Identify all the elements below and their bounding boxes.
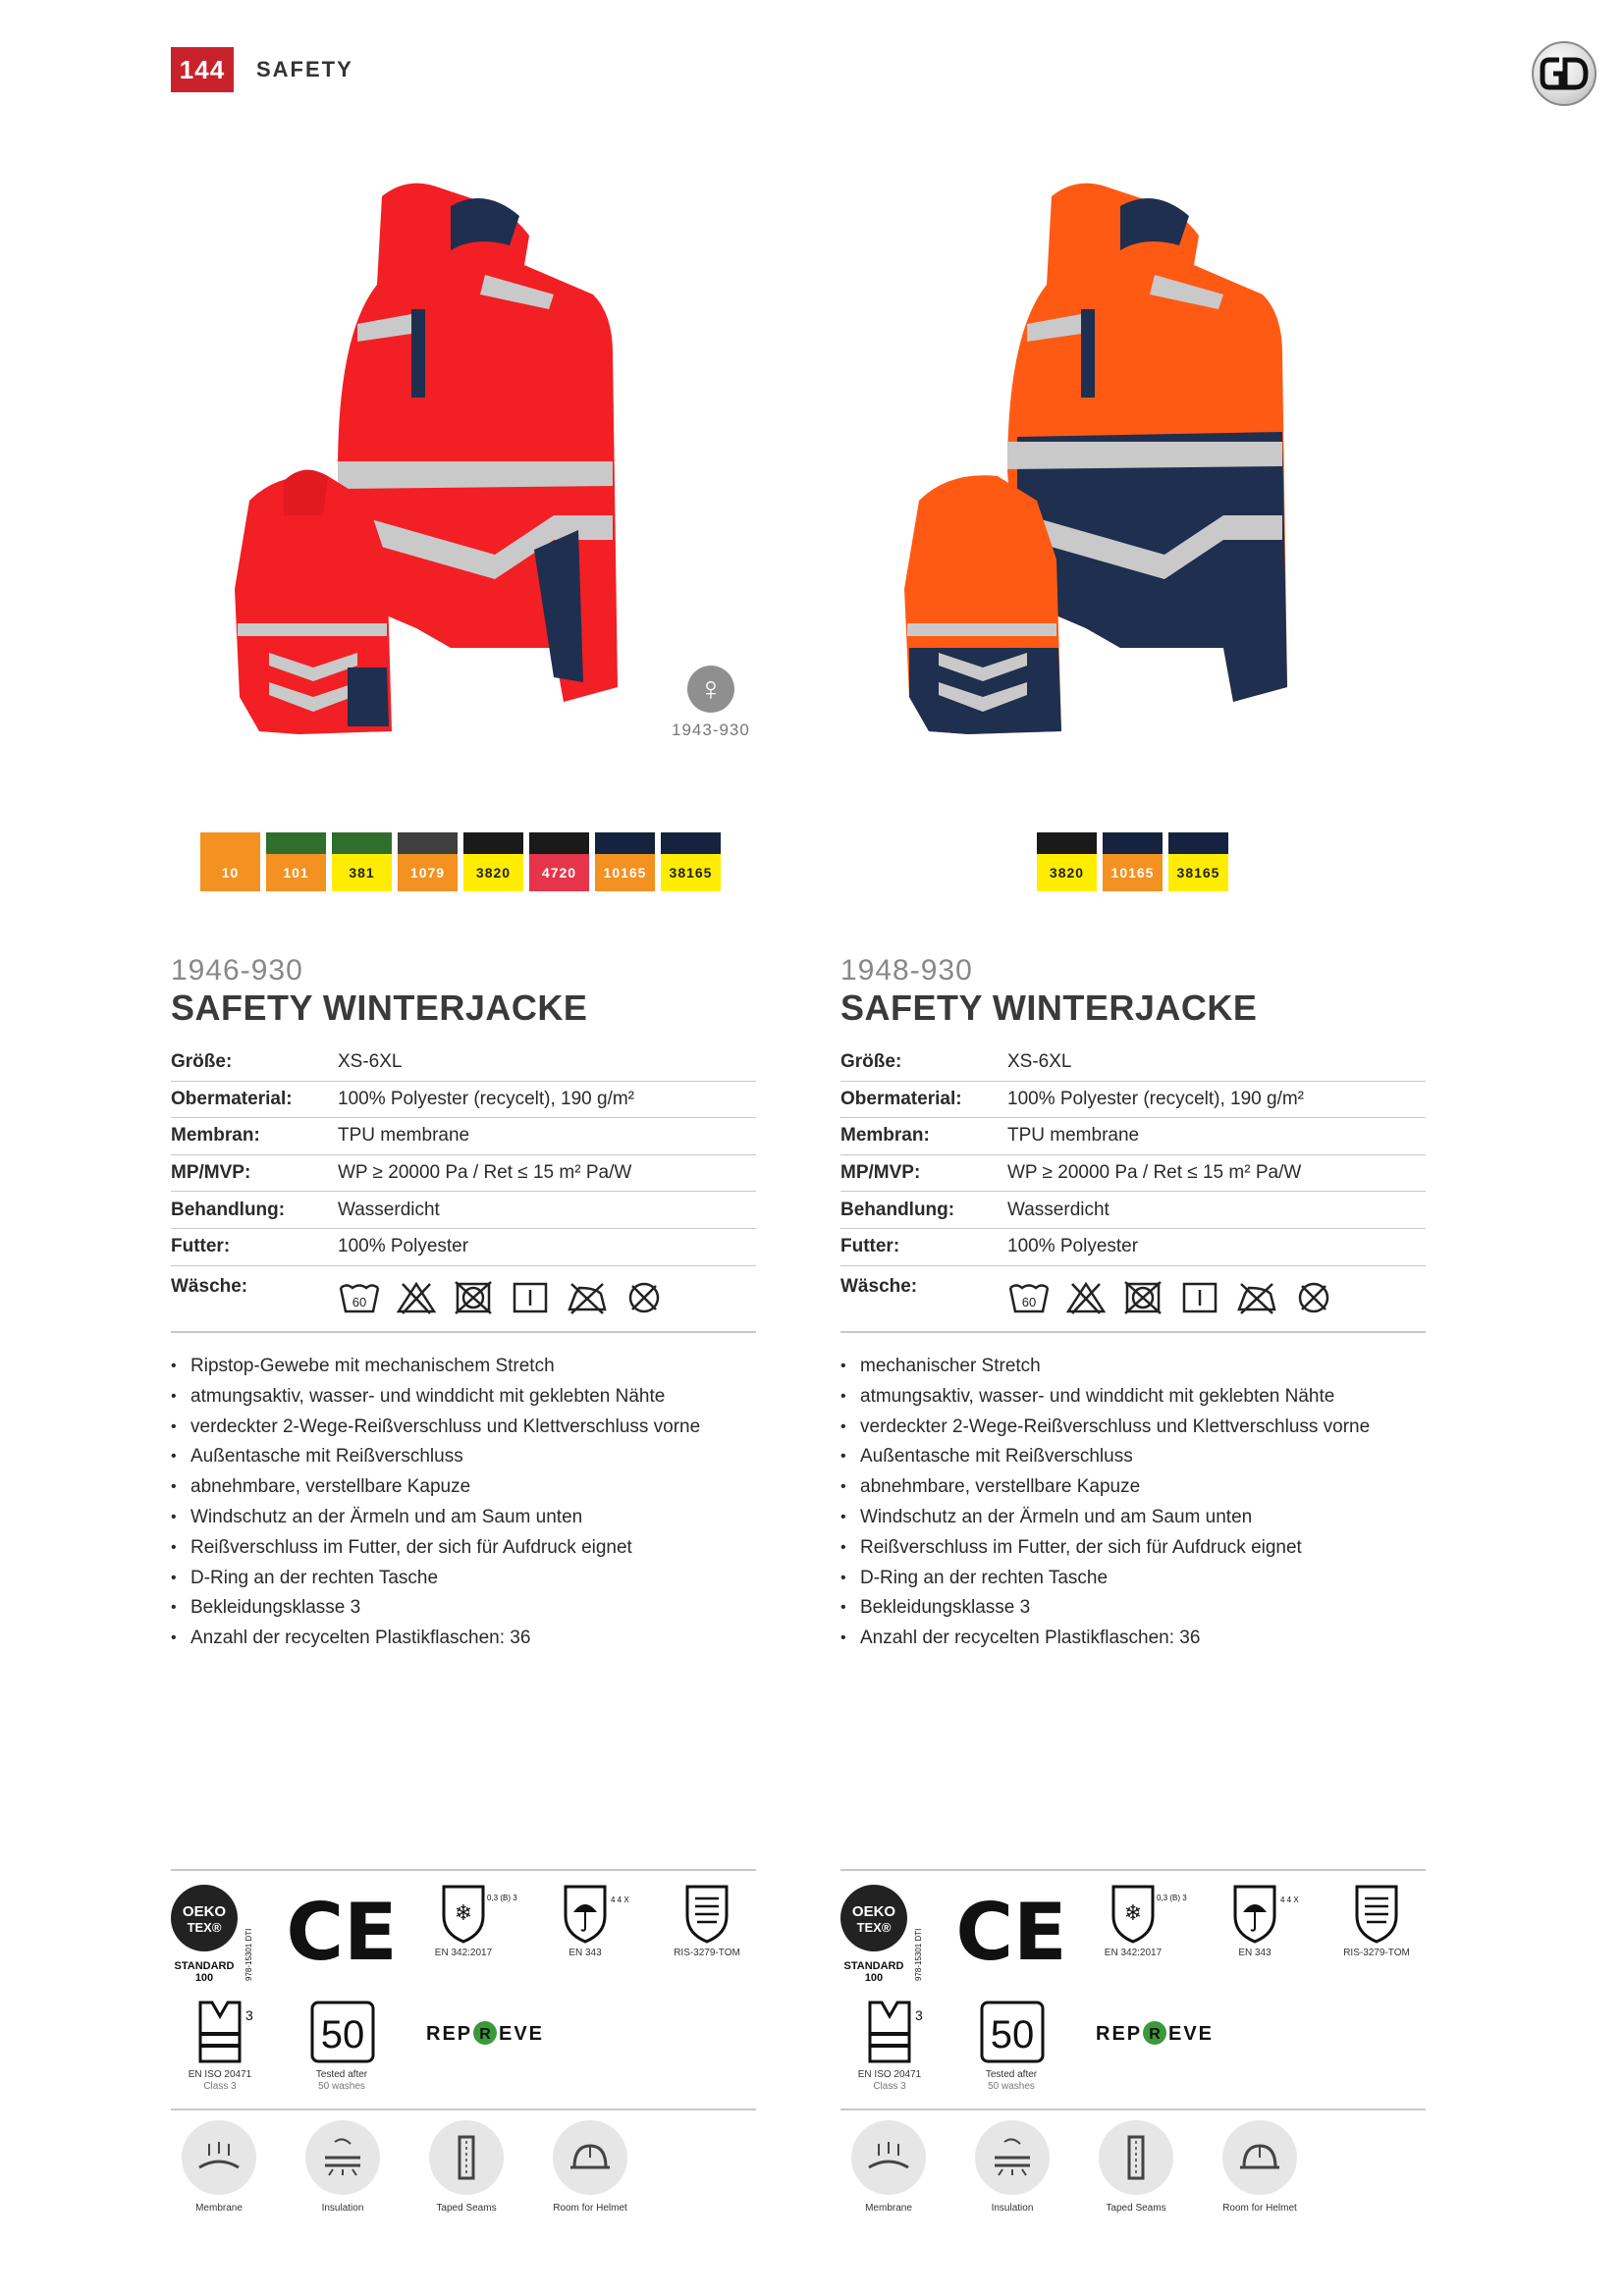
spec-label: Behandlung: (840, 1199, 955, 1220)
feature-insulation: Insulation (974, 2120, 1051, 2215)
cert-subcaption: Class 3 (203, 2081, 237, 2092)
color-swatch (398, 832, 458, 891)
section-title: SAFETY (256, 57, 353, 81)
line-dry-icon (1178, 1280, 1221, 1315)
cert-caption: Tested after (315, 2069, 368, 2080)
cert-caption: EN 342:2017 (1104, 1948, 1163, 1958)
feature-taped-seams: Taped Seams (1098, 2120, 1174, 2215)
svg-text:4 4 X: 4 4 X (1280, 1896, 1299, 1904)
product-column-left (171, 0, 760, 2296)
feature-item: • abnehmbare, verstellbare Kapuze (171, 1472, 760, 1503)
svg-text:TEX®: TEX® (856, 1920, 892, 1935)
oeko-tex-label (171, 1883, 269, 1985)
svg-text:EVE: EVE (1168, 2023, 1215, 2045)
feature-list (840, 1352, 1430, 1654)
svg-text:4 4 X: 4 4 X (611, 1896, 629, 1904)
svg-text:OEKO: OEKO (182, 1903, 227, 1920)
no-tumble-dry-icon (1121, 1280, 1164, 1315)
divider (840, 1869, 1426, 1871)
swatch-code: 38165 (661, 854, 721, 891)
swatch-top-color (332, 832, 392, 854)
swatch-top-color (200, 832, 260, 854)
feature-item: • abnehmbare, verstellbare Kapuze (840, 1472, 1430, 1503)
cert-caption: EN ISO 20471 (188, 2069, 252, 2080)
feature-room-for-helmet: Room for Helmet (552, 2120, 628, 2215)
svg-text:978-15301 DTI: 978-15301 DTI (914, 1928, 923, 1981)
en342-cert (414, 1883, 517, 1959)
spec-row-mp-mvp (840, 1155, 1426, 1193)
wash-60-icon (338, 1280, 381, 1315)
svg-text:STANDARD: STANDARD (174, 1960, 235, 1972)
color-swatch (661, 832, 721, 891)
feature-room-for-helmet: Room for Helmet (1221, 2120, 1298, 2215)
helmet-icon (553, 2120, 627, 2195)
svg-text:100: 100 (864, 1972, 884, 1984)
swatch-code: 381 (332, 854, 392, 891)
swatch-top-color (595, 832, 655, 854)
cert-caption: EN 343 (1238, 1948, 1272, 1958)
no-dry-clean-icon (1292, 1280, 1335, 1315)
spec-value: 100% Polyester (1007, 1236, 1139, 1257)
spec-row-material (840, 1082, 1426, 1119)
swatch-top-color (661, 832, 721, 854)
feature-list (171, 1352, 760, 1654)
svg-text:0,3 (B) 3: 0,3 (B) 3 (487, 1894, 517, 1902)
no-iron-icon (1235, 1280, 1278, 1315)
feature-item: • Bekleidungsklasse 3 (840, 1593, 1430, 1624)
cert-subcaption: 50 washes (318, 2081, 365, 2092)
feature-item: • mechanischer Stretch (840, 1352, 1430, 1382)
swatch-top-color (463, 832, 523, 854)
membrane-icon (182, 2120, 256, 2195)
no-dry-clean-icon (623, 1280, 666, 1315)
color-swatch (200, 832, 260, 891)
cert-subcaption: 50 washes (988, 2081, 1035, 2092)
spec-row-lining (840, 1229, 1426, 1266)
swatch-top-color (398, 832, 458, 854)
svg-text:OEKO: OEKO (851, 1903, 896, 1920)
ce-mark (286, 1883, 398, 1981)
repreve-logo (414, 1999, 545, 2065)
spec-value: XS-6XL (338, 1051, 403, 1073)
spec-label: Obermaterial: (840, 1088, 962, 1109)
swatch-top-color (266, 832, 326, 854)
en20471-cert (171, 1999, 269, 2093)
taped-seams-icon (429, 2120, 504, 2195)
variant-badge-women (672, 666, 750, 740)
swatch-code: 10165 (595, 854, 655, 891)
feature-item: • Außentasche mit Reißverschluss (171, 1442, 760, 1472)
spec-row-membrane (171, 1118, 756, 1155)
swatch-code: 38165 (1168, 854, 1228, 891)
female-symbol-icon: ♀ (687, 666, 734, 713)
spec-value: WP ≥ 20000 Pa / Ret ≤ 15 m² Pa/W (1007, 1162, 1302, 1184)
color-swatch (1037, 832, 1097, 891)
no-bleach-icon (1064, 1280, 1108, 1315)
ris-cert (658, 1883, 756, 1959)
feature-item: • Reißverschluss im Futter, der sich für Aufdruck eignet (840, 1533, 1430, 1564)
color-swatch (266, 832, 326, 891)
divider (171, 1869, 756, 1871)
svg-text:STANDARD: STANDARD (843, 1960, 904, 1972)
spec-row-mp-mvp (171, 1155, 756, 1193)
oeko-tex-label (840, 1883, 939, 1985)
color-swatch (529, 832, 589, 891)
variant-code: 1943-930 (672, 721, 750, 739)
spec-row-lining (171, 1229, 756, 1266)
spec-label: MP/MVP: (171, 1162, 251, 1184)
jacket-back-image (904, 475, 1061, 734)
feature-membrane: Membrane (850, 2120, 927, 2215)
spec-label: MP/MVP: (840, 1162, 921, 1184)
cert-subcaption: Class 3 (873, 2081, 906, 2092)
wash-60-icon (1007, 1280, 1051, 1315)
cert-row-1 (171, 1883, 756, 1985)
cert-caption: RIS-3279-TOM (674, 1948, 740, 1958)
feature-insulation: Insulation (304, 2120, 381, 2215)
page-number: 144 (171, 47, 234, 92)
no-bleach-icon (395, 1280, 438, 1315)
svg-text:50: 50 (990, 2013, 1035, 2056)
swatch-code: 101 (266, 854, 326, 891)
svg-text:0,3 (B) 3: 0,3 (B) 3 (1157, 1894, 1187, 1902)
cert-row-2 (171, 1999, 545, 2093)
brand-logo (1532, 41, 1597, 106)
spec-label: Größe: (840, 1051, 902, 1073)
spec-row-washing (171, 1266, 756, 1333)
product-column-right (840, 0, 1430, 2296)
spec-label: Wäsche: (840, 1275, 918, 1297)
cert-caption: EN 342:2017 (434, 1948, 493, 1958)
spec-row-membrane (840, 1118, 1426, 1155)
spec-table (840, 1044, 1426, 1333)
svg-text:CE: CE (286, 1887, 398, 1978)
swatch-top-color (1168, 832, 1228, 854)
brand-logo-icon (1540, 54, 1589, 93)
svg-text:60: 60 (1021, 1294, 1037, 1309)
divider (840, 2109, 1426, 2110)
feature-item: • Windschutz an der Ärmeln und am Saum unten (840, 1503, 1430, 1533)
feature-item: • Bekleidungsklasse 3 (171, 1593, 760, 1624)
spec-value: Wasserdicht (338, 1199, 440, 1220)
feature-item: • Reißverschluss im Futter, der sich für Aufdruck eignet (171, 1533, 760, 1564)
jacket-back-image (235, 470, 392, 734)
spec-label: Membran: (171, 1125, 260, 1147)
spec-table (171, 1044, 756, 1333)
feature-item: • Windschutz an der Ärmeln und am Saum unten (171, 1503, 760, 1533)
product-title: SAFETY WINTERJACKE (840, 988, 1258, 1028)
svg-text:CE: CE (955, 1887, 1067, 1978)
article-number: 1948-930 (840, 954, 973, 987)
taped-seams-icon (1099, 2120, 1173, 2195)
feature-item: • Anzahl der recycelten Plastikflaschen: 36 (840, 1624, 1430, 1654)
divider (171, 2109, 756, 2110)
spec-row-size (840, 1044, 1426, 1082)
color-swatch (463, 832, 523, 891)
feature-item: • Ripstop-Gewebe mit mechanischem Stretch (171, 1352, 760, 1382)
feature-item: • D-Ring an der rechten Tasche (171, 1564, 760, 1594)
spec-row-material (171, 1082, 756, 1119)
spec-label: Größe: (171, 1051, 233, 1073)
svg-text:❄: ❄ (1123, 1901, 1143, 1926)
swatch-top-color (1103, 832, 1163, 854)
color-swatches (1037, 832, 1228, 891)
article-number: 1946-930 (171, 954, 303, 987)
spec-value: 100% Polyester (recycelt), 190 g/m² (338, 1088, 635, 1109)
feature-item: • Außentasche mit Reißverschluss (840, 1442, 1430, 1472)
helmet-icon (1222, 2120, 1297, 2195)
color-swatches (200, 832, 721, 891)
ris-cert (1327, 1883, 1426, 1959)
en20471-cert (840, 1999, 939, 2093)
cert-caption: EN 343 (568, 1948, 602, 1958)
insulation-icon (305, 2120, 380, 2195)
product-image-right (870, 177, 1420, 766)
line-dry-icon (509, 1280, 552, 1315)
en343-cert (536, 1883, 634, 1959)
feature-item: • atmungsaktiv, wasser- und winddicht mit geklebten Nähte (171, 1382, 760, 1413)
spec-row-washing (840, 1266, 1426, 1333)
feature-taped-seams: Taped Seams (428, 2120, 505, 2215)
no-iron-icon (566, 1280, 609, 1315)
cert-caption: Tested after (985, 2069, 1038, 2080)
svg-text:60: 60 (352, 1294, 367, 1309)
feature-icons-row (181, 2120, 628, 2215)
svg-text:978-15301 DTI: 978-15301 DTI (244, 1928, 253, 1981)
no-tumble-dry-icon (452, 1280, 495, 1315)
spec-label: Obermaterial: (171, 1088, 293, 1109)
feature-item: • D-Ring an der rechten Tasche (840, 1564, 1430, 1594)
color-swatch (332, 832, 392, 891)
svg-text:REP: REP (426, 2023, 473, 2045)
membrane-icon (851, 2120, 926, 2195)
cert-row-1 (840, 1883, 1426, 1985)
spec-value: 100% Polyester (338, 1236, 469, 1257)
svg-text:R: R (479, 2026, 491, 2043)
swatch-top-color (1037, 832, 1097, 854)
swatch-code: 10 (200, 854, 260, 891)
spec-value: TPU membrane (1007, 1125, 1140, 1147)
repreve-logo (1084, 1999, 1215, 2065)
spec-row-treatment (171, 1192, 756, 1229)
svg-text:3: 3 (245, 2007, 253, 2023)
washes-cert (293, 1999, 391, 2093)
svg-text:REP: REP (1096, 2023, 1143, 2045)
spec-value: TPU membrane (338, 1125, 470, 1147)
spec-row-treatment (840, 1192, 1426, 1229)
spec-label: Futter: (840, 1236, 900, 1257)
spec-value: 100% Polyester (recycelt), 190 g/m² (1007, 1088, 1305, 1109)
spec-label: Membran: (840, 1125, 930, 1147)
en342-cert (1084, 1883, 1187, 1959)
spec-label: Futter: (171, 1236, 231, 1257)
feature-item: • atmungsaktiv, wasser- und winddicht mit geklebten Nähte (840, 1382, 1430, 1413)
wash-care-icons (338, 1280, 666, 1315)
svg-text:100: 100 (194, 1972, 214, 1984)
svg-text:R: R (1149, 2026, 1161, 2043)
swatch-code: 10165 (1103, 854, 1163, 891)
color-swatch (1103, 832, 1163, 891)
washes-cert (962, 1999, 1060, 2093)
feature-membrane: Membrane (181, 2120, 257, 2215)
svg-text:❄: ❄ (454, 1901, 473, 1926)
cert-row-2 (840, 1999, 1215, 2093)
feature-item: • Anzahl der recycelten Plastikflaschen: 36 (171, 1624, 760, 1654)
color-swatch (1168, 832, 1228, 891)
feature-item: • verdeckter 2-Wege-Reißverschluss und Klettverschluss vorne (840, 1413, 1430, 1443)
wash-care-icons (1007, 1280, 1335, 1315)
svg-text:TEX®: TEX® (187, 1920, 222, 1935)
product-image-left (200, 177, 750, 766)
spec-row-size (171, 1044, 756, 1082)
cert-caption: EN ISO 20471 (857, 2069, 922, 2080)
product-title: SAFETY WINTERJACKE (171, 988, 588, 1028)
feature-icons-row (850, 2120, 1298, 2215)
cert-caption: RIS-3279-TOM (1343, 1948, 1410, 1958)
svg-text:EVE: EVE (499, 2023, 545, 2045)
color-swatch (595, 832, 655, 891)
svg-text:3: 3 (915, 2007, 923, 2023)
feature-item: • verdeckter 2-Wege-Reißverschluss und Klettverschluss vorne (171, 1413, 760, 1443)
spec-value: Wasserdicht (1007, 1199, 1110, 1220)
swatch-code: 3820 (463, 854, 523, 891)
swatch-code: 4720 (529, 854, 589, 891)
svg-text:50: 50 (320, 2013, 365, 2056)
insulation-icon (975, 2120, 1050, 2195)
spec-label: Wäsche: (171, 1275, 248, 1297)
swatch-code: 1079 (398, 854, 458, 891)
spec-label: Behandlung: (171, 1199, 286, 1220)
spec-value: WP ≥ 20000 Pa / Ret ≤ 15 m² Pa/W (338, 1162, 632, 1184)
swatch-code: 3820 (1037, 854, 1097, 891)
spec-value: XS-6XL (1007, 1051, 1072, 1073)
ce-mark (955, 1883, 1067, 1981)
swatch-top-color (529, 832, 589, 854)
en343-cert (1206, 1883, 1304, 1959)
